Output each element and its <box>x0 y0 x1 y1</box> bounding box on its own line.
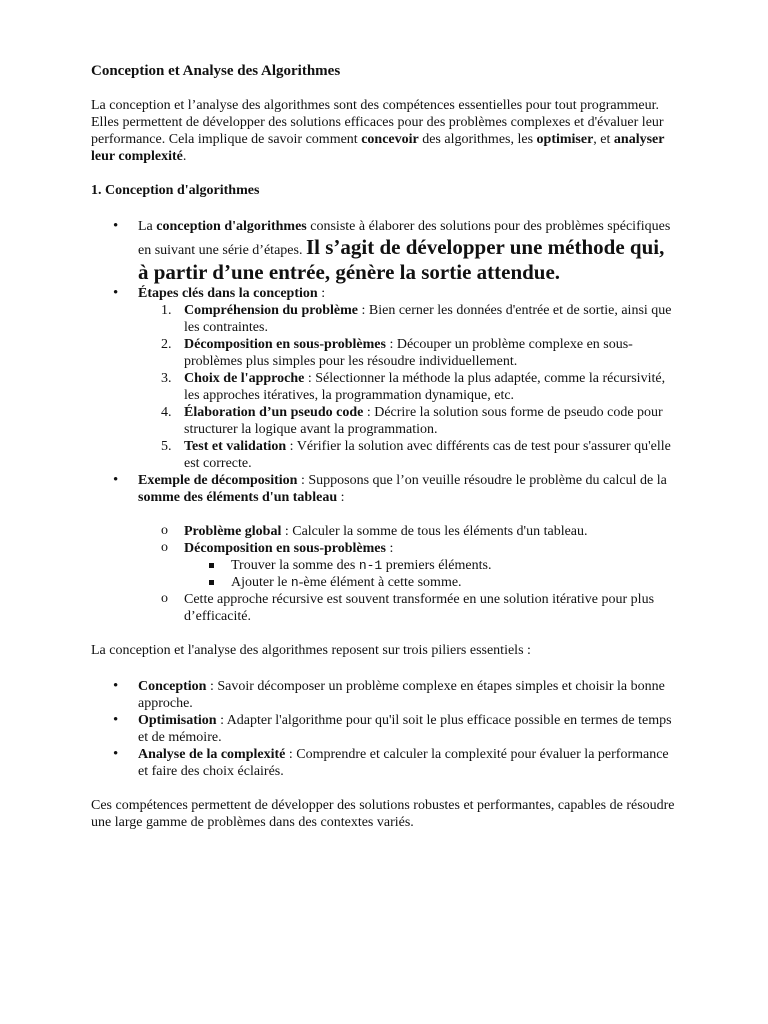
pillar-item <box>138 746 680 780</box>
conclusion-paragraph: Ces compétences permettent de développer des solutions robustes et performantes, capables de résoudre une large gamme de problèmes dans des contextes variés. <box>91 798 675 830</box>
step-item <box>161 438 680 472</box>
step-bold: Décomposition en sous-problèmes <box>184 337 386 352</box>
pillar-item <box>138 678 680 712</box>
intro-text-3: , et <box>593 132 614 147</box>
square-text-2: premiers éléments. <box>382 558 492 573</box>
pillar-item <box>138 712 680 746</box>
intro-text-2: des algorithmes, les <box>418 132 537 147</box>
bullet3-bold-2: somme des éléments d'un tableau <box>138 490 338 505</box>
step-text: : Vérifier la solution avec différents cas de test pour s'assurer qu'elle est correcte. <box>184 439 671 471</box>
pillars-list <box>138 678 680 780</box>
square-text-1: Ajouter le <box>231 575 291 590</box>
pillar-bold: Analyse de la complexité <box>138 747 286 762</box>
bullet3-text-2: : <box>337 490 345 505</box>
bullet-conception-definition <box>138 218 680 285</box>
step-item <box>161 302 680 336</box>
step-item <box>161 404 680 438</box>
bullet-decomposition-example <box>138 472 680 625</box>
sub2-bold: Décomposition en sous-problèmes <box>184 541 386 556</box>
sub-item-decomposition <box>184 540 680 591</box>
intro-paragraph <box>91 97 680 165</box>
bullet-key-steps <box>138 285 680 472</box>
step-number: 2. <box>161 337 172 352</box>
step-number: 1. <box>161 303 172 318</box>
step-bold: Test et validation <box>184 439 287 454</box>
pillar-text: : Comprendre et calculer la complexité pour évaluer la performance et faire des choix éclairés. <box>138 747 669 779</box>
step-item <box>161 370 680 404</box>
sub1-bold: Problème global <box>184 524 282 539</box>
bullet1-large-text: Il s’agit de développer une méthode qui, à partir d’une entrée, génère la sortie attendue. <box>138 235 665 284</box>
square-text-1: Trouver la somme des <box>231 558 359 573</box>
steps-list <box>161 302 680 472</box>
inline-code: n-1 <box>358 558 383 573</box>
step-number: 5. <box>161 439 172 454</box>
pillar-bold: Conception <box>138 679 207 694</box>
pillars-intro: La conception et l'analyse des algorithmes reposent sur trois piliers essentiels : <box>91 643 531 658</box>
step-item <box>161 336 680 370</box>
step-text: : Sélectionner la méthode la plus adaptée, comme la récursivité, les approches itératives, la programmation dynamique, etc. <box>184 371 666 403</box>
intro-text-4: . <box>182 149 187 164</box>
step-number: 3. <box>161 371 172 386</box>
sub-item-recursive-note <box>184 591 680 625</box>
step-text: : Découper un problème complexe en sous-problèmes plus simples pour les résoudre individuellement. <box>184 337 633 369</box>
intro-bold-analyser: analyser leur complexité <box>91 132 665 164</box>
inline-code: n <box>290 575 299 590</box>
decomposition-square-list <box>231 557 680 591</box>
pillar-text: : Adapter l'algorithme pour qu'il soit le plus efficace possible en termes de temps et de mémoire. <box>138 713 672 745</box>
sub3-text: Cette approche récursive est souvent transformée en une solution itérative pour plus d’efficacité. <box>184 592 655 624</box>
sub2-text: : <box>385 541 394 556</box>
document-title: Conception et Analyse des Algorithmes <box>91 63 341 79</box>
step-bold: Choix de l'approche <box>184 371 305 386</box>
pillar-bold: Optimisation <box>138 713 217 728</box>
step-number: 4. <box>161 405 172 420</box>
sub1-text: : Calculer la somme de tous les éléments d'un tableau. <box>281 524 588 539</box>
intro-text-1: La conception et l’analyse des algorithmes sont des compétences essentielles pour tout programmeur. Elles permettent de développer des solutions efficaces pour des problèmes complexes et d'évaluer leur performance. Cela implique de savoir comment <box>91 98 664 147</box>
pillar-text: : Savoir décomposer un problème complexe en étapes simples et choisir la bonne approche. <box>138 679 665 711</box>
section-heading-conception: 1. Conception d'algorithmes <box>91 183 260 198</box>
bullet1-text-2: consiste à élaborer des solutions pour des problèmes spécifiques en suivant une série d’étapes. <box>138 219 671 258</box>
bullet1-text-1: La <box>138 219 157 234</box>
square-item <box>231 574 680 591</box>
step-text: : Bien cerner les données d'entrée et de sortie, ainsi que les contraintes. <box>184 303 672 335</box>
bullet2-text: : <box>317 286 326 301</box>
square-item <box>231 557 680 574</box>
bullet3-bold-1: Exemple de décomposition <box>138 473 298 488</box>
bullet3-text-1: : Supposons que l’on veuille résoudre le problème du calcul de la <box>297 473 667 488</box>
square-text-2: -ème élément à cette somme. <box>298 575 462 590</box>
intro-bold-concevoir: concevoir <box>361 132 419 147</box>
step-bold: Élaboration d’un pseudo code <box>184 405 364 420</box>
intro-bold-optimiser: optimiser <box>536 132 594 147</box>
bullet2-bold: Étapes clés dans la conception <box>138 286 318 301</box>
example-sub-list <box>184 523 680 625</box>
sub-item-global-problem <box>184 523 680 540</box>
bullet1-bold: conception d'algorithmes <box>156 219 307 234</box>
conception-bullet-list <box>138 218 680 625</box>
step-text: : Décrire la solution sous forme de pseudo code pour structurer la logique avant la programmation. <box>184 405 663 437</box>
step-bold: Compréhension du problème <box>184 303 358 318</box>
